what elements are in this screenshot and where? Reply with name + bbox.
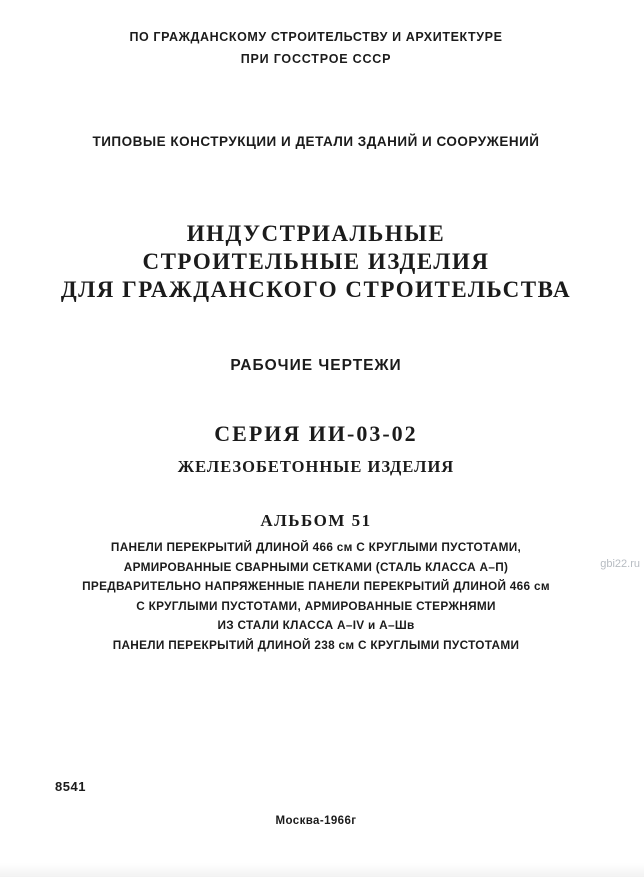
subtitle-working-drawings: РАБОЧИЕ ЧЕРТЕЖИ bbox=[230, 357, 402, 374]
imprint-city-year: Москва-1966г bbox=[275, 815, 357, 827]
series-type: ЖЕЛЕЗОБЕТОННЫЕ ИЗДЕЛИЯ bbox=[177, 457, 455, 476]
issuer-line-1: ПО ГРАЖДАНСКОМУ СТРОИТЕЛЬСТВУ И АРХИТЕКТУРЕ bbox=[129, 30, 503, 44]
description-line: ПАНЕЛИ ПЕРЕКРЫТИЙ ДЛИНОЙ 238 см С КРУГЛЫМИ ПУСТОТАМИ bbox=[112, 637, 520, 652]
album-number: АЛЬБОМ 51 bbox=[260, 511, 372, 530]
contents-description bbox=[0, 538, 632, 656]
description-line: АРМИРОВАННЫЕ СВАРНЫМИ СЕТКАМИ (СТАЛЬ КЛАССА А–П) bbox=[123, 559, 509, 574]
issuer-line-2: ПРИ ГОССТРОЕ СССР bbox=[240, 52, 392, 66]
description-line: ПРЕДВАРИТЕЛЬНО НАПРЯЖЕННЫЕ ПАНЕЛИ ПЕРЕКРЫТИЙ ДЛИНОЙ 466 см bbox=[82, 579, 550, 594]
description-line: ПАНЕЛИ ПЕРЕКРЫТИЙ ДЛИНОЙ 466 см С КРУГЛЫМИ ПУСТОТАМИ, bbox=[110, 540, 522, 554]
main-title-line-3: ДЛЯ ГРАЖДАНСКОГО СТРОИТЕЛЬСТВА bbox=[60, 277, 572, 302]
document-number: 8541 bbox=[55, 779, 86, 794]
series-number: СЕРИЯ ИИ-03-02 bbox=[214, 421, 418, 446]
site-watermark: gbi22.ru bbox=[600, 558, 640, 570]
collection-heading: ТИПОВЫЕ КОНСТРУКЦИИ И ДЕТАЛИ ЗДАНИЙ И СООРУЖЕНИЙ bbox=[92, 134, 540, 149]
main-title-line-2: СТРОИТЕЛЬНЫЕ ИЗДЕЛИЯ bbox=[142, 249, 490, 274]
main-title-line-1: ИНДУСТРИАЛЬНЫЕ bbox=[186, 221, 446, 246]
description-line: ИЗ СТАЛИ КЛАССА А–IV и А–Шв bbox=[217, 618, 415, 633]
description-line: С КРУГЛЫМИ ПУСТОТАМИ, АРМИРОВАННЫЕ СТЕРЖНЯМИ bbox=[136, 598, 496, 613]
